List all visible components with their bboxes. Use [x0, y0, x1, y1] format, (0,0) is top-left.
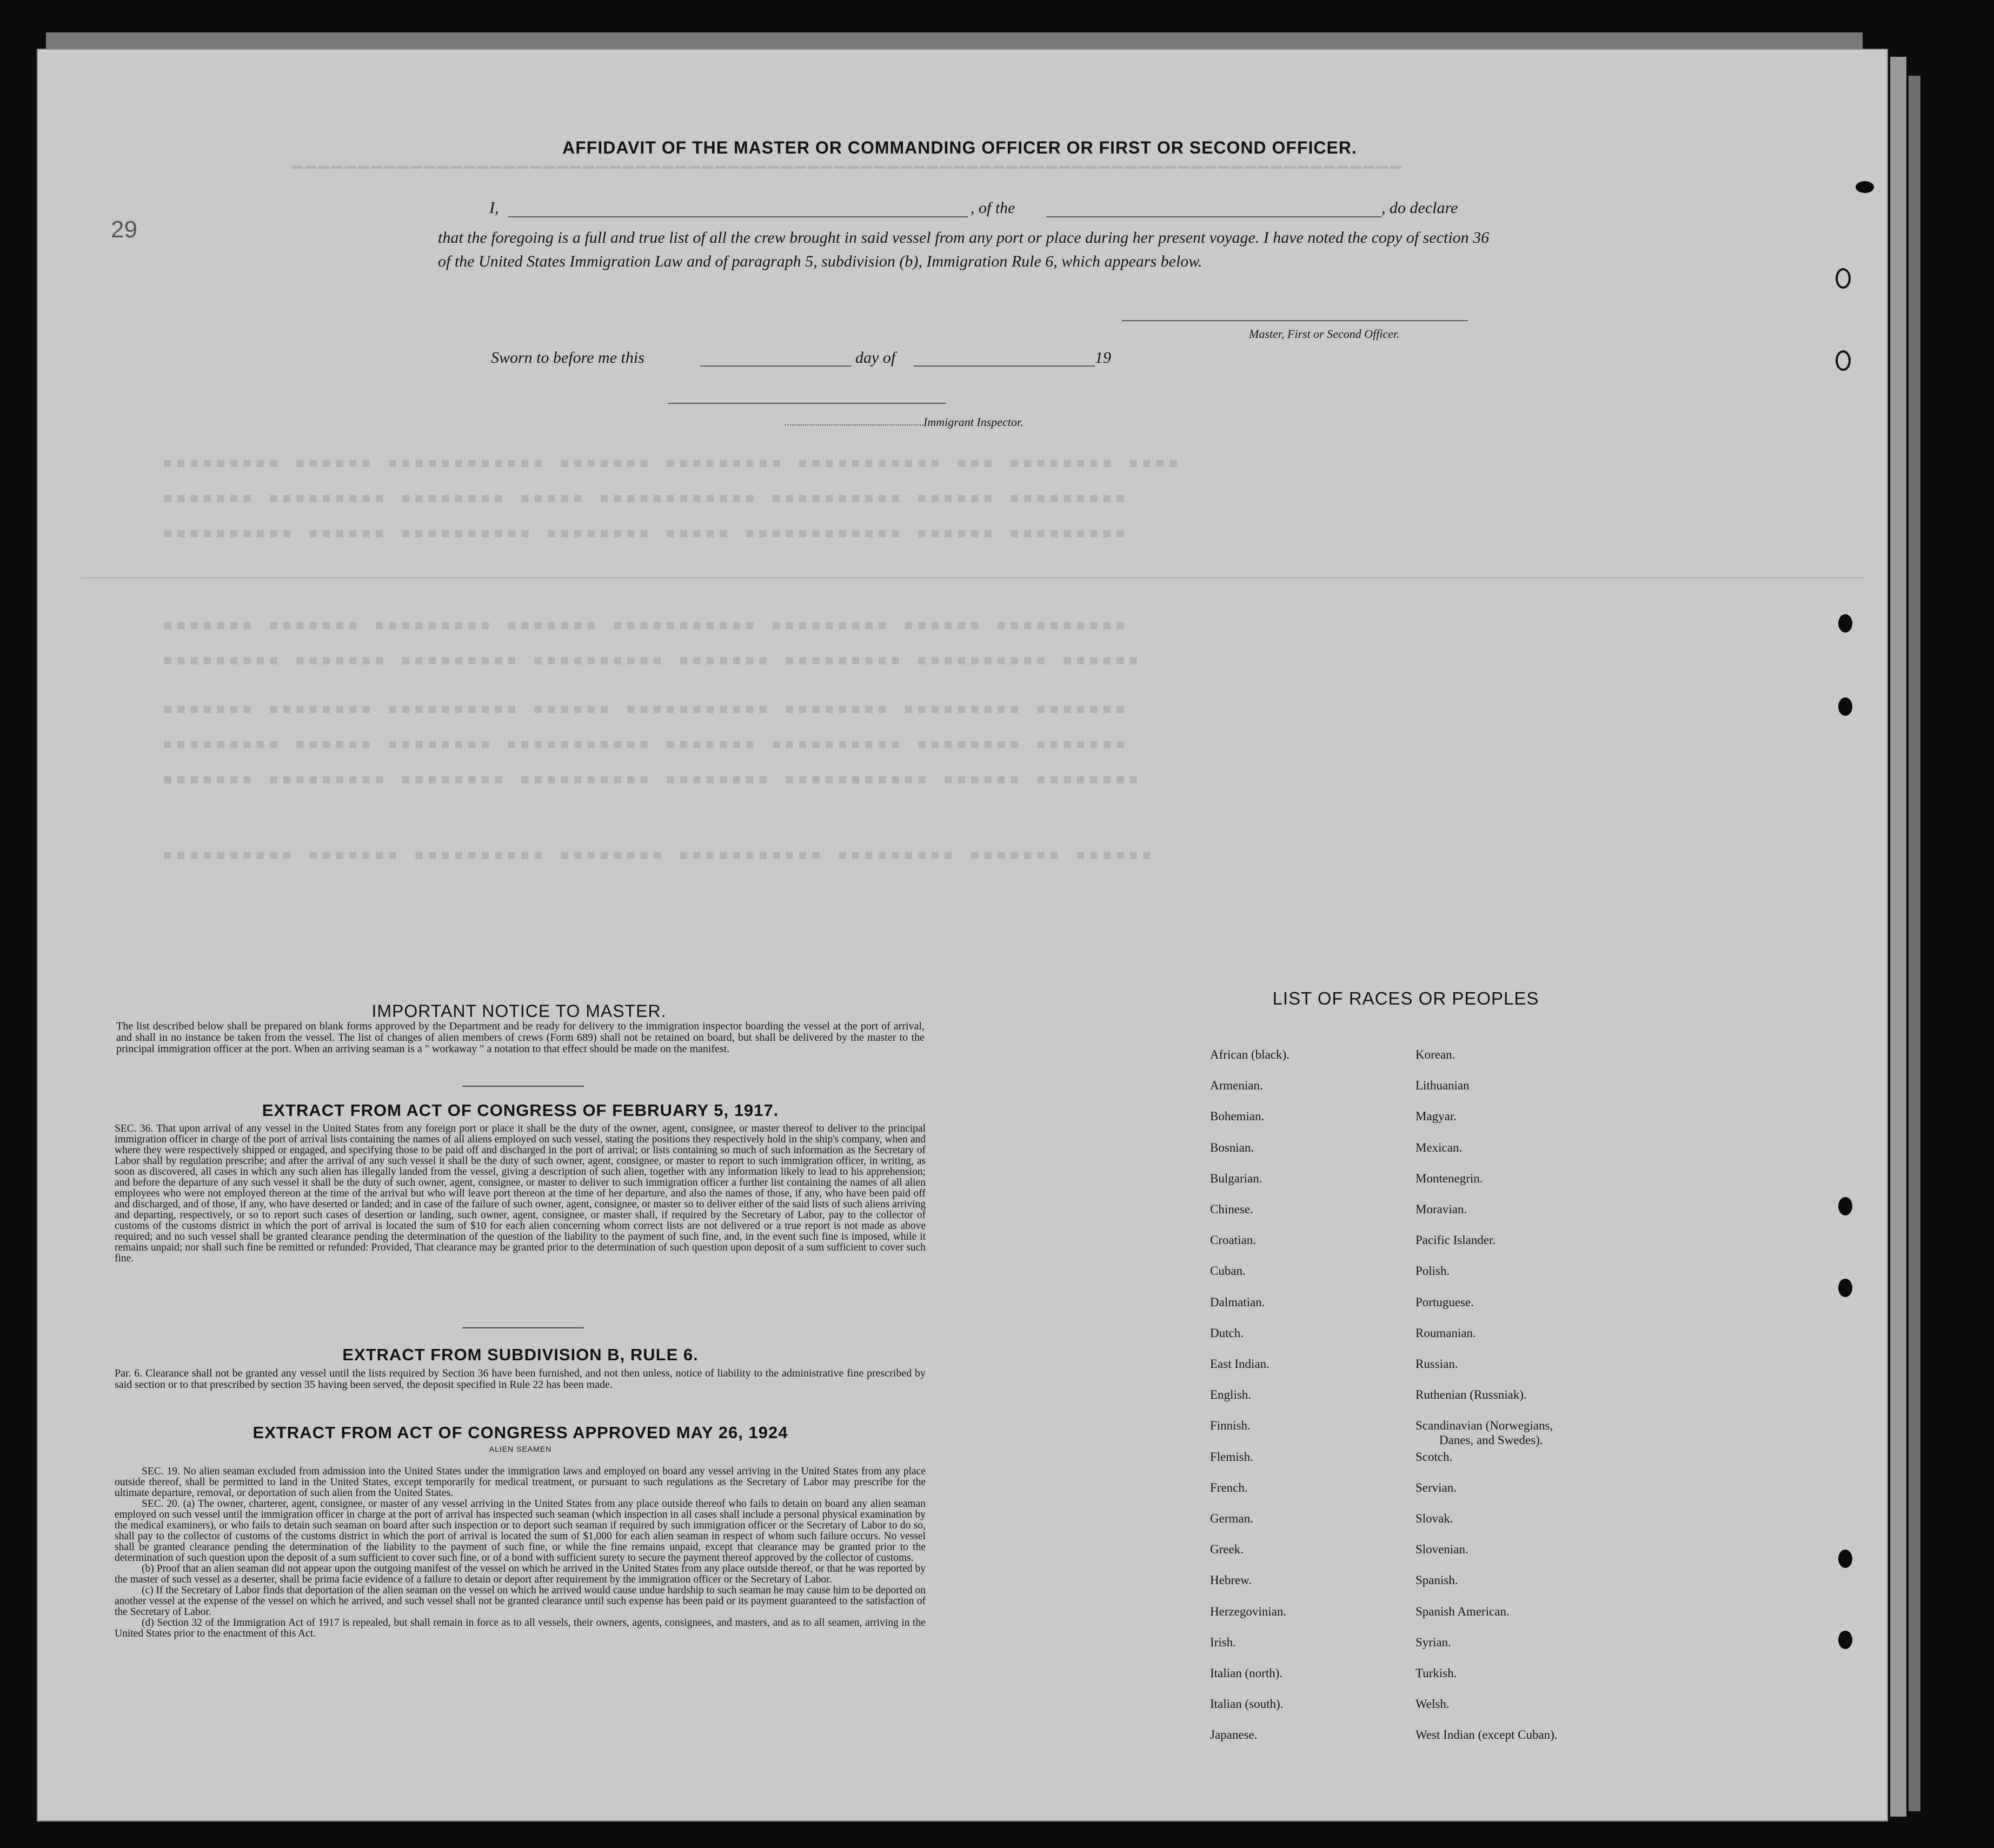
inspector-caption: Immigrant Inspector.: [923, 415, 1023, 429]
divider: [462, 1086, 584, 1087]
race-item: Bosnian.: [1210, 1141, 1254, 1154]
vessel-blank: [1046, 216, 1381, 217]
race-item: Magyar.: [1415, 1109, 1457, 1123]
rule6-title: EXTRACT FROM SUBDIVISION B, RULE 6.: [342, 1345, 699, 1364]
race-item: Polish.: [1415, 1264, 1450, 1278]
race-item: Spanish American.: [1415, 1605, 1510, 1618]
bleed-through: ▪▪▪▪▪▪▪▪▪ ▪▪▪▪▪▪▪ ▪▪▪▪▪▪▪▪▪ ▪▪▪▪▪▪▪▪▪▪ ▪▪▪▪▪▪▪ ▪▪▪▪▪▪▪▪▪ ▪▪▪▪▪▪▪▪▪▪ ▪▪▪▪▪▪: [162, 649, 1141, 670]
inspector-signature-line: [668, 403, 946, 404]
race-item: Pacific Islander.: [1415, 1233, 1496, 1247]
affidavit-title: AFFIDAVIT OF THE MASTER OR COMMANDING OFFICER OR FIRST OR SECOND OFFICER.: [562, 138, 1357, 157]
punch-hole: [1838, 1631, 1852, 1649]
race-item: Spanish.: [1415, 1573, 1458, 1587]
punch-hole-ring: [1836, 268, 1851, 289]
bleed-through: ▪▪▪▪▪▪▪ ▪▪▪▪▪▪▪ ▪▪▪▪▪▪▪▪▪ ▪▪▪▪▪▪▪ ▪▪▪▪▪▪▪▪▪▪▪ ▪▪▪▪▪▪▪▪▪ ▪▪▪▪▪▪ ▪▪▪▪▪▪▪▪▪▪: [162, 614, 1128, 635]
race-item: Dutch.: [1210, 1326, 1244, 1340]
race-item: Dalmatian.: [1210, 1295, 1265, 1309]
affidavit-of-the: , of the: [971, 199, 1015, 217]
extract-1924-paragraph: SEC. 20. (a) The owner, charterer, agent, consignee, or master of any vessel arriving in the United States from any place outside thereof who fails to detain on board any alien seaman employed on such vessel until the immigration officer in charge at the port of arrival has inspected such seaman (which inspection in all cases shall include a personal physical examination by the medical examiners), or who fails to detain such seaman on board after such inspection or to deport such seaman if required by such immigration officer or the Secretary of Labor to do so, shall pay to the collector of customs of the customs district in which the port of arrival is located the sum of $1,000 for each alien seaman in respect of whom such failure occurs. No vessel shall be granted clearance pending the determination of the liability to the payment of such fine, or while the fine remains unpaid, except that clearance may be granted prior to the determination of such question upon the deposit of a sum sufficient to cover such fine, or of a bond with sufficient surety to secure the payment thereof approved by the collector of customs.: [115, 1498, 926, 1564]
race-item: Bulgarian.: [1210, 1172, 1262, 1185]
race-item: Cuban.: [1210, 1264, 1246, 1278]
race-item: Herzegovinian.: [1210, 1605, 1287, 1618]
race-item: Slovenian.: [1415, 1543, 1468, 1556]
stacked-page-edge-top: [46, 32, 1863, 49]
bleed-through: ▪▪▪▪▪▪▪▪▪ ▪▪▪▪▪▪ ▪▪▪▪▪▪▪▪ ▪▪▪▪▪▪▪▪▪▪▪ ▪▪▪▪▪▪▪ ▪▪▪▪▪▪▪▪▪▪ ▪▪▪▪▪▪▪▪ ▪▪▪▪▪▪▪: [162, 733, 1128, 754]
bleed-through: ▪▪▪▪▪▪▪ ▪▪▪▪▪▪▪▪▪ ▪▪▪▪▪▪▪▪ ▪▪▪▪▪▪▪▪▪▪ ▪▪▪▪▪▪▪▪ ▪▪▪▪▪▪▪▪▪▪▪ ▪▪▪▪▪▪ ▪▪▪▪▪▪▪▪: [162, 768, 1141, 789]
race-item: Syrian.: [1415, 1636, 1451, 1649]
race-item: Ruthenian (Russniak).: [1415, 1388, 1527, 1401]
race-item: Welsh.: [1415, 1697, 1450, 1711]
extract-1924-paragraph: SEC. 19. No alien seaman excluded from admission into the United States under the immigration laws and employed on board any vessel arriving in the United States from any place outside thereof, shall be permitted to land in the United States, except temporarily for medical treatment, or pursuant to such regulations as the Secretary of Labor may prescribe for the ultimate departure, removal, or deportation of such alien from the United States.: [115, 1466, 926, 1499]
inspector-dotted-line: [785, 424, 923, 426]
race-item: Irish.: [1210, 1636, 1236, 1649]
race-item: German.: [1210, 1512, 1253, 1525]
race-item: Russian.: [1415, 1357, 1458, 1371]
race-item: French.: [1210, 1481, 1248, 1494]
affidavit-body: that the foregoing is a full and true list of all the crew brought in said vessel from any port or place during her present voyage. I have noted the copy of section 36 of the United States Immigration Law and of paragraph 5, subdivision (b), Immigration Rule 6, which appears below.: [438, 229, 1490, 270]
race-item: East Indian.: [1210, 1357, 1269, 1371]
race-item: Italian (north).: [1210, 1666, 1283, 1680]
race-item: Bohemian.: [1210, 1109, 1265, 1123]
bleed-through: ▪▪▪▪▪▪▪ ▪▪▪▪▪▪▪▪▪ ▪▪▪▪▪▪▪▪ ▪▪▪▪▪ ▪▪▪▪▪▪▪▪▪▪▪▪ ▪▪▪▪▪▪▪▪▪▪ ▪▪▪▪▪▪ ▪▪▪▪▪▪▪▪▪: [162, 487, 1128, 508]
race-item: Lithuanian: [1415, 1079, 1470, 1092]
month-blank: [914, 365, 1095, 367]
notice-text: The list described below shall be prepared on blank forms approved by the Department and be ready for delivery to the immigration inspector boarding the vessel at the port of arrival, and shall in no instance be taken from the vessel. The list of changes of alien members of crews (Form 689) shall not be retained on board, but shall be delivered by the master to the principal immigration officer at the port. When an arriving seaman is a " workaway " a notation to that effect should be made on the manifest.: [116, 1020, 925, 1055]
race-item: Hebrew.: [1210, 1573, 1252, 1587]
bleed-through: ▪▪▪▪▪▪▪▪▪▪ ▪▪▪▪▪▪▪ ▪▪▪▪▪▪▪▪▪▪ ▪▪▪▪▪▪▪▪ ▪▪▪▪▪▪▪▪▪▪▪ ▪▪▪▪▪▪▪▪▪ ▪▪▪▪▪▪▪ ▪▪▪▪▪▪: [162, 843, 1155, 865]
stacked-page-edge-right-outer: [1909, 76, 1920, 1811]
sworn-text: Sworn to before me this: [491, 349, 644, 367]
race-item: West Indian (except Cuban).: [1415, 1728, 1558, 1741]
race-item: Danes, and Swedes).: [1439, 1433, 1543, 1447]
affidavit-do-declare: , do declare: [1381, 199, 1458, 217]
extract-1924-paragraph: (d) Section 32 of the Immigration Act of 1917 is repealed, but shall remain in force as to all vessels, their owners, agents, consignees, and masters, and as to all seamen, arriving in the United States prior to the enactment of this Act.: [115, 1617, 926, 1639]
race-item: Greek.: [1210, 1543, 1244, 1556]
punch-hole: [1838, 614, 1852, 633]
name-blank: [508, 216, 968, 217]
extract-1924-title: EXTRACT FROM ACT OF CONGRESS APPROVED MAY 26, 1924: [252, 1423, 788, 1442]
divider: [462, 1327, 584, 1328]
extract-1924-body: [115, 1466, 926, 1639]
punch-hole: [1838, 1197, 1852, 1215]
race-item: Chinese.: [1210, 1202, 1253, 1216]
race-item: Moravian.: [1415, 1202, 1467, 1216]
race-item: Flemish.: [1210, 1450, 1253, 1464]
race-item: Armenian.: [1210, 1079, 1263, 1092]
margin-number: 29: [111, 216, 137, 243]
race-item: Scotch.: [1415, 1450, 1453, 1464]
extract-1917-title: EXTRACT FROM ACT OF CONGRESS OF FEBRUARY 5, 1917.: [262, 1101, 779, 1120]
bleed-through: ━━━━━━━━━━━━━━━━━━━━━━━━━━━━━━━━━━━━━━━━━━━━━━━━━━━━━━━━━━━━━━━━━━━━━━━━━━━━━━━━━━━━: [292, 157, 1404, 178]
day-blank: [700, 365, 852, 367]
stacked-page-edge-right: [1890, 57, 1906, 1817]
bleed-through: ▪▪▪▪▪▪▪ ▪▪▪▪▪▪▪▪ ▪▪▪▪▪▪▪▪▪▪ ▪▪▪▪▪▪ ▪▪▪▪▪▪▪▪▪▪▪ ▪▪▪▪▪▪▪▪ ▪▪▪▪▪▪▪▪▪ ▪▪▪▪▪▪▪: [162, 697, 1128, 719]
punch-hole-ring: [1836, 350, 1851, 371]
punch-hole: [1856, 181, 1874, 193]
race-item: Servian.: [1415, 1481, 1457, 1494]
race-item: Finnish.: [1210, 1419, 1251, 1432]
bleed-through: ▪▪▪▪▪▪▪▪▪▪ ▪▪▪▪▪▪ ▪▪▪▪▪▪▪▪▪▪ ▪▪▪▪▪▪▪▪ ▪▪▪▪▪ ▪▪▪▪▪▪▪▪▪▪▪▪ ▪▪▪▪▪▪ ▪▪▪▪▪▪▪▪▪: [162, 522, 1128, 543]
race-item: Mexican.: [1415, 1141, 1463, 1154]
race-item: English.: [1210, 1388, 1252, 1401]
race-item: Turkish.: [1415, 1666, 1457, 1680]
race-item: Croatian.: [1210, 1233, 1256, 1247]
race-item: African (black).: [1210, 1048, 1290, 1061]
extract-1924-paragraph: (b) Proof that an alien seaman did not appear upon the outgoing manifest of the vessel on which he arrived in the United States from any place outside thereof, or that he was reported by the master of such vessel as a deserter, shall be prima facie evidence of a failure to detain or deport after requirement by the immigration officer or the Secretary of Labor.: [115, 1563, 926, 1585]
race-item: Roumanian.: [1415, 1326, 1476, 1340]
race-item: Scandinavian (Norwegians,: [1415, 1419, 1553, 1432]
extract-1924-subtitle: ALIEN SEAMEN: [489, 1445, 552, 1453]
notice-title: IMPORTANT NOTICE TO MASTER.: [371, 1001, 667, 1021]
punch-hole: [1838, 1550, 1852, 1568]
affidavit-i-label: I,: [489, 199, 499, 217]
race-item: Korean.: [1415, 1048, 1455, 1061]
extract-1924-paragraph: (c) If the Secretary of Labor finds that deportation of the alien seaman on the vessel on which he arrived would cause undue hardship to such seaman he may cause him to be deported on another vessel at the expense of the vessel on which he arrived, and such vessel shall not be granted clearance until such expense has been paid or its payment guaranteed to the satisfaction of the Secretary of Labor.: [115, 1585, 926, 1618]
signature-line: [1122, 320, 1468, 321]
punch-hole: [1838, 697, 1852, 716]
race-item: Montenegrin.: [1415, 1172, 1483, 1185]
races-title: LIST OF RACES OR PEOPLES: [1272, 988, 1539, 1008]
race-item: Japanese.: [1210, 1728, 1258, 1741]
punch-hole: [1838, 1279, 1852, 1297]
race-item: Slovak.: [1415, 1512, 1453, 1525]
bleed-through: ▪▪▪▪▪▪▪▪▪ ▪▪▪▪▪▪ ▪▪▪▪▪▪▪▪▪▪▪▪ ▪▪▪▪▪▪▪ ▪▪▪▪▪▪▪▪▪ ▪▪▪▪▪▪▪▪▪▪▪ ▪▪▪ ▪▪▪▪▪▪▪▪ ▪▪▪▪: [162, 451, 1181, 473]
race-item: Italian (south).: [1210, 1697, 1284, 1711]
day-of-label: day of: [855, 349, 896, 367]
year-prefix: 19: [1095, 349, 1111, 367]
race-item: Portuguese.: [1415, 1295, 1474, 1309]
bleed-through-rule: [81, 577, 1865, 579]
signature-caption: Master, First or Second Officer.: [1249, 327, 1400, 341]
extract-1917-text: SEC. 36. That upon arrival of any vessel in the United States from any foreign port or place it shall be the duty of the owner, agent, consignee, or master thereof to deliver to the principal immigration officer in charge of the port of arrival lists containing the names of all aliens employed on such vessel, stating the positions they respectively hold in the ship's company, when and where they were respectively shipped or engaged, and specifying those to be paid off and discharged in the port of arrival; or lists containing so much of such information as the Secretary of Labor shall by regulation prescribe; and after the arrival of any such vessel it shall be the duty of such owner, agent, consignee, or master to report to such immigration officer, in writing, as soon as discovered, all cases in which any such alien has illegally landed from the vessel, giving a description of such alien, together with any information likely to lead to his apprehension; and before the departure of any such vessel it shall be the duty of such owner, agent, consignee, or master to deliver to such immigration officer a further list containing the names of all alien employees who were not employed thereon at the time of the arrival but who will leave port thereon at the time of her departure, and also the names of those, if any, who have been paid off and discharged, and of those, if any, who have deserted or landed; and in case of the failure of such owner, agent, consignee, or master so to deliver either of the said lists of such aliens arriving and departing, respectively, or so to report such cases of desertion or landing, such owner, agent, consignee, or master shall, if required by the Secretary of Labor, pay to the collector of customs of the customs district in which the port of arrival is located the sum of $10 for each alien concerning whom correct lists are not delivered or a true report is not made as above required; and no such vessel shall be granted clearance pending the determination of the question of the liability to the payment of such fine, and, in the event such fine is imposed, while it remains unpaid; nor shall such fine be remitted or refunded: Provided, That clearance may be granted prior to the determination of such question upon deposit of a sum sufficient to cover such fine.: [115, 1123, 926, 1264]
rule6-text: Par. 6. Clearance shall not be granted any vessel until the lists required by Section 36 have been furnished, and not then unless, notice of liability to the administrative fine prescribed by said section or to that prescribed by section 35 having been served, the deposit specified in Rule 22 has been made.: [115, 1367, 926, 1391]
